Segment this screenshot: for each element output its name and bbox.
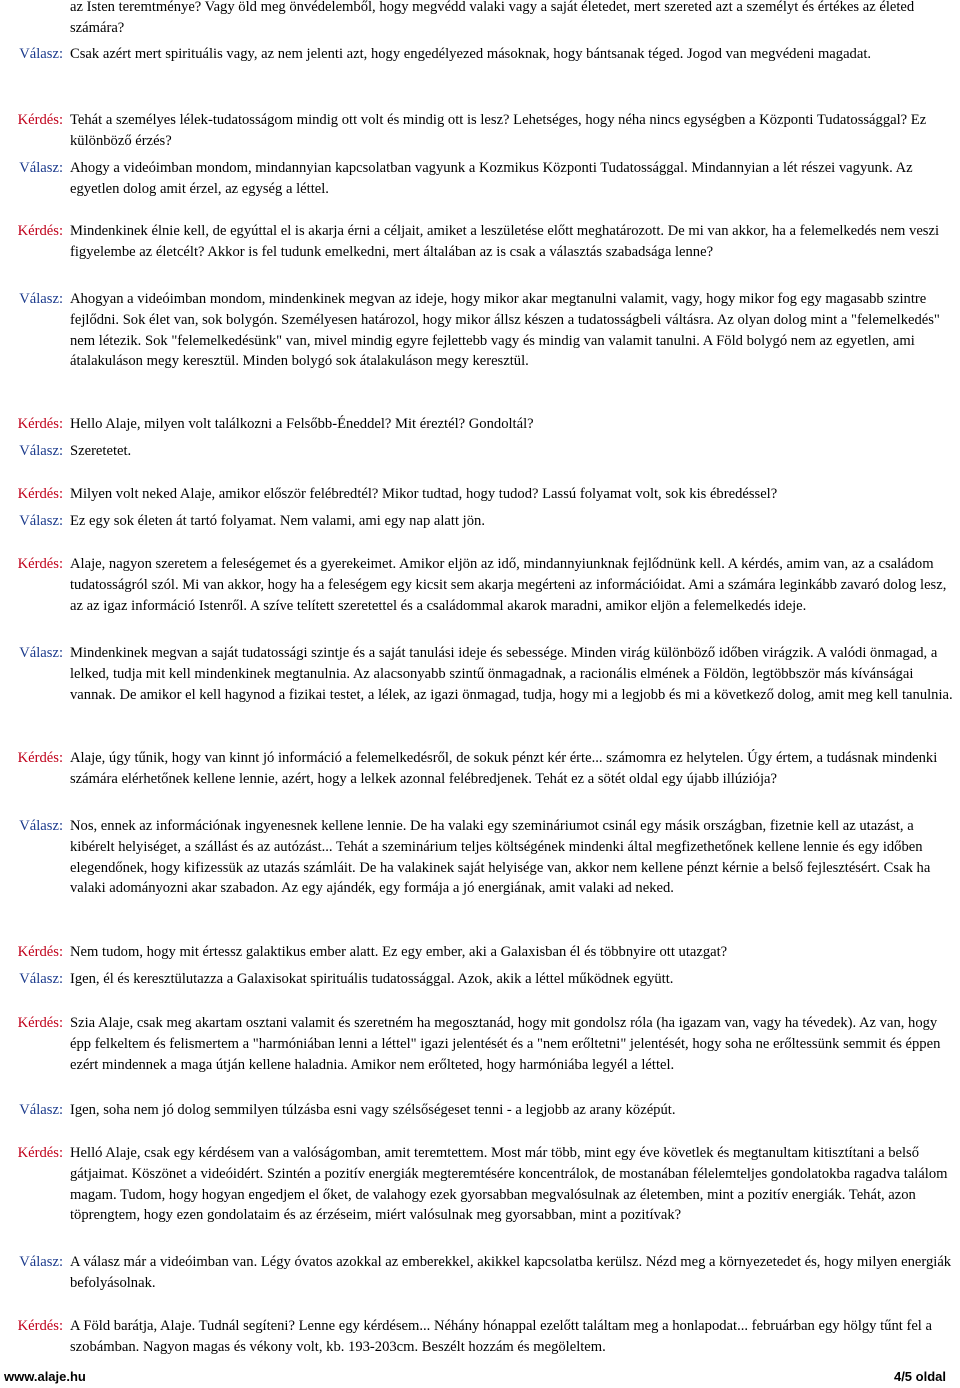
answer-label: Válasz: — [19, 291, 63, 307]
answer-label: Válasz: — [19, 46, 63, 62]
answer-label: Válasz: — [19, 645, 63, 661]
answer-text: Ahogy a videóimban mondom, mindannyian kapcsolatban vagyunk a Kozmikus Központi Tudatossággal. Mindannyian a lét részei vagyunk. Az egyetlen dolog amit érzel, az egység a léttel. — [70, 160, 913, 197]
question-label: Kérdés: — [17, 416, 63, 432]
continuation-paragraph — [0, 0, 960, 39]
answer-label: Válasz: — [19, 160, 63, 176]
answer-block — [0, 1100, 960, 1121]
question-text: Alaje, úgy tűnik, hogy van kinnt jó információ a felemelkedésről, de sokuk pénzt kér érte... számomra ez helytelen. Úgy értem, a tudásnak mindenki számára elérhetőnek kellene lennie, azért, hogy a lelkek azonnal felébredjenek. Tehát ez a sötét oldal egy újabb illúziója? — [70, 750, 938, 787]
answer-label: Válasz: — [19, 443, 63, 459]
paragraph-text: az Isten teremtménye? Vagy öld meg önvédelemből, hogy megvédd valaki vagy a saját életedet, mert szereted azt a személyt és értékes az életed számára? — [70, 0, 915, 36]
question-label: Kérdés: — [17, 1318, 63, 1334]
question-text: Hello Alaje, milyen volt találkozni a Felsőbb-Éneddel? Mit éreztél? Gondoltál? — [70, 416, 534, 432]
answer-block — [0, 969, 960, 990]
answer-text: Igen, él és keresztülutazza a Galaxisokat spirituális tudatossággal. Azok, akik a léttel működnek együtt. — [70, 971, 674, 987]
page-number: 4/5 oldal — [893, 1369, 946, 1384]
answer-text: Ez egy sok életen át tartó folyamat. Nem valami, ami egy nap alatt jön. — [70, 513, 485, 529]
answer-label: Válasz: — [19, 1254, 63, 1270]
question-block — [0, 221, 960, 263]
answer-text: Nos, ennek az információnak ingyenesnek kellene lennie. De ha valaki egy szemináriumot csinál egy másik országban, fizetnie kell az utazást, a kibérelt helyiséget, a szállást és az autózást... Tehát a szeminárium teljes költségének mindenki által megfizethetőnek kellene lennie és egy időben elegendőnek, hogy kifizessük az utazás számláit. De ha valakinek saját helyisége van, akkor nem kellene pénzt kérnie a belső fejlesztésért. Csak ha valaki adományozni akar szabadon. Az egy ajándék, egy formája a jó energiának, amit valaki ad neked. — [70, 818, 931, 897]
question-block — [0, 554, 960, 616]
answer-block — [0, 1252, 960, 1294]
answer-label: Válasz: — [19, 513, 63, 529]
question-text: Tehát a személyes lélek-tudatosságom mindig ott volt és mindig ott is lesz? Lehetséges, hogy néha nincs egységben a Központi Tudatossággal? Ez különböző érzés? — [70, 112, 927, 149]
question-label: Kérdés: — [17, 1145, 63, 1161]
answer-block — [0, 158, 960, 200]
question-block — [0, 942, 960, 963]
footer-site-link[interactable]: www.alaje.hu — [4, 1369, 86, 1384]
page-footer — [0, 1366, 960, 1388]
answer-block — [0, 643, 960, 705]
question-block — [0, 1013, 960, 1075]
question-text: Szia Alaje, csak meg akartam osztani valamit és szeretném ha megosztanád, hogy mit gondolsz róla (ha igazam van, vagy ha tévedek). Az van, hogy épp felkeltem és felismertem a "harmóniában lenni a léttel" igazi jelentését és a "nem erőltetni" jelentését, hogy soha ne erőltessünk semmit és éppen ezért mindennek a maga útján kellene haladnia. Amikor nem erőlteted, hogy harmóniába legyél a léttel. — [70, 1015, 941, 1073]
answer-label: Válasz: — [19, 1102, 63, 1118]
question-block — [0, 1143, 960, 1226]
question-label: Kérdés: — [17, 750, 63, 766]
answer-text: Ahogyan a videóimban mondom, mindenkinek megvan az ideje, hogy mikor akar megtanulni valamit, vagy, hogy mikor fog egy magasabb szintre fejlődni. Sok élet van, sok bolygón. Személyesen határozol, hogy mikor állsz készen a tudatosságbeli váltásra. Az olyan dolog mint a "felemelkedés" nem létezik. Sok "felemelkedésünk" van, mivel mindig egyre fejlettebb vagy és mindig van valamit tanulni. A Föld bolygó nem az egyetlen, ami átalakuláson megy keresztül. Minden bolygó sok átalakuláson megy keresztül. — [70, 291, 940, 370]
question-label: Kérdés: — [17, 944, 63, 960]
question-block — [0, 110, 960, 152]
question-text: Helló Alaje, csak egy kérdésem van a valóságomban, amit teremtettem. Most már több, mint egy éve követlek és megtanultam kitisztítani a belső gátjaimat. Köszönet a videóidért. Szintén a pozitív energiák megteremtésére koncentrálok, de mostanában félelemteljes gondolatokba ragadva találom magam. Tudom, hogy hogyan engedjem el őket, de valahogy ezek gyorsabban megvalósulnak az életemben, mint a pozitív energiák. Tehát, azon töprengtem, hogy ezen gondolataim és az érzéseim, miért valósulnak meg gyorsabban, mint a pozitívak? — [70, 1145, 948, 1224]
question-text: Nem tudom, hogy mit értessz galaktikus ember alatt. Ez egy ember, aki a Galaxisban él és többnyire ott utazgat? — [70, 944, 728, 960]
answer-block — [0, 44, 960, 65]
question-text: Milyen volt neked Alaje, amikor először felébredtél? Mikor tudtad, hogy tudod? Lassú folyamat volt, sok kis ébredéssel? — [70, 486, 778, 502]
question-text: Mindenkinek élnie kell, de egyúttal el is akarja érni a céljait, amiket a leszületése előtt meghatározott. De mi van akkor, ha a felemelkedés nem veszi figyelembe az életcélt? Akkor is fel tudunk emelkedni, mert általában az is csak a választás szabadsága lenne? — [70, 223, 940, 260]
answer-text: Mindenkinek megvan a saját tudatossági szintje és a saját tanulási ideje és sebessége. Minden virág különböző időben virágzik. A valódi önmagad, a lelked, tudja mit kell mindenkinek megtanulnia. Az alacsonyabb szintű önmagadnak, a racionális elmének a Földön, legtöbbször más kívánságai vannak. De amikor el kell hagynod a fizikai testet, a lélek, az igazi önmagad, tudja, hogy mi a legjobb és mi a következő dolog, amit meg kell tanulnia. — [70, 645, 953, 703]
answer-block — [0, 511, 960, 532]
question-block — [0, 484, 960, 505]
answer-block — [0, 441, 960, 462]
question-label: Kérdés: — [17, 112, 63, 128]
answer-label: Válasz: — [19, 971, 63, 987]
question-label: Kérdés: — [17, 556, 63, 572]
answer-text: Igen, soha nem jó dolog semmilyen túlzásba esni vagy szélsőségeset tenni - a legjobb az arany középút. — [70, 1102, 676, 1118]
question-label: Kérdés: — [17, 1015, 63, 1031]
question-block — [0, 1316, 960, 1358]
answer-text: Csak azért mert spirituális vagy, az nem jelenti azt, hogy engedélyezed másoknak, hogy bántsanak téged. Jogod van megvédeni magadat. — [70, 46, 872, 62]
answer-block — [0, 289, 960, 372]
answer-text: A válasz már a videóimban van. Légy óvatos azokkal az emberekkel, akikkel kapcsolatba kerülsz. Nézd meg a környezetedet és, hogy milyen energiák befolyásolnak. — [70, 1254, 952, 1291]
question-label: Kérdés: — [17, 223, 63, 239]
question-block — [0, 414, 960, 435]
answer-block — [0, 816, 960, 899]
question-text: Alaje, nagyon szeretem a feleségemet és a gyerekeimet. Amikor eljön az idő, mindannyiunknak fejlődnünk kell. A kérdés, amim van, az a családom tudatosságról szól. Mi van akkor, hogy ha a feleségem egy kicsit sem akarja megérteni az információidat. Ami a számára leginkább zavaró dolog lesz, az az igaz információ Istenről. A szíve telített szeretettel és a családommal akarok maradni, amikor eljön a felemelkedés ideje. — [70, 556, 947, 614]
question-label: Kérdés: — [17, 486, 63, 502]
question-block — [0, 748, 960, 790]
question-text: A Föld barátja, Alaje. Tudnál segíteni? Lenne egy kérdésem... Néhány hónappal ezelőtt találtam meg a honlapodat... februárban egy hölgy tűnt fel a szobámban. Nagyon magas és vékony volt, kb. 193-203cm. Beszélt hozzám és megöleltem. — [70, 1318, 932, 1355]
answer-label: Válasz: — [19, 818, 63, 834]
answer-text: Szeretetet. — [70, 443, 132, 459]
